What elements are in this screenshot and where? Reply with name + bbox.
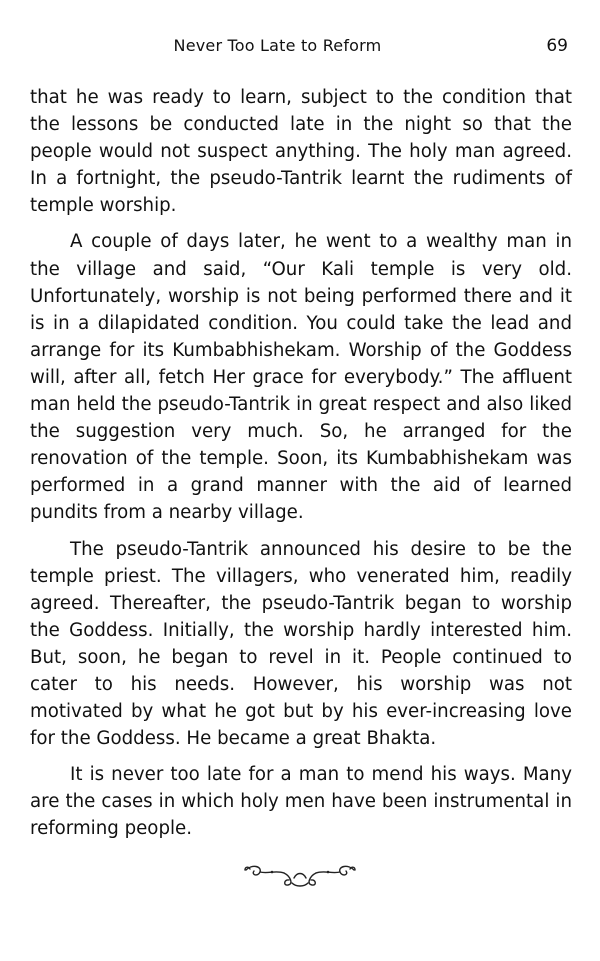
paragraph: The pseudo-Tantrik announced his desire to be the temple priest. The villagers, who venerated him, readily agreed. Thereafter, the pseudo-Tantrik began to worship the Goddess. Initially, the worship hardly interested him. But, soon, he began to revel in it. People continued to cater to his needs. However, his worship was not motivated by what he got but by his ever-increasing love for the Goddess. He became a great Bhakta. — [30, 538, 572, 750]
paragraph-continuation: that he was ready to learn, subject to the condition that the lessons be conducted late in the night so that the people would not suspect anything. The holy man agreed. In a fortnight, the pseudo-Tantrik learnt the rudiments of temple worship. — [30, 87, 572, 217]
paragraph: It is never too late for a man to mend his ways. Many are the cases in which holy men have been instrumental in reforming people. — [30, 764, 572, 840]
running-header — [0, 36, 600, 58]
page-number: 69 — [546, 36, 568, 56]
running-title: Never Too Late to Reform — [173, 36, 382, 55]
body-text — [30, 84, 572, 852]
paragraph: A couple of days later, he went to a wealthy man in the village and said, “Our Kali temple is very old. Unfortunately, worship is not being performed there and it is in a dilapidated condition. You could take the lead and arrange for its Kumbabhishekam. Worship of the Goddess will, after all, fetch Her grace for everybody.” The affluent man held the pseudo-Tantrik in great respect and also liked the suggestion very much. So, he arranged for the renovation of the temple. Soon, its Kumbabhishekam was performed in a grand manner with the aid of learned pundits from a nearby village. — [30, 231, 572, 524]
flourish-ornament-icon — [242, 860, 358, 890]
